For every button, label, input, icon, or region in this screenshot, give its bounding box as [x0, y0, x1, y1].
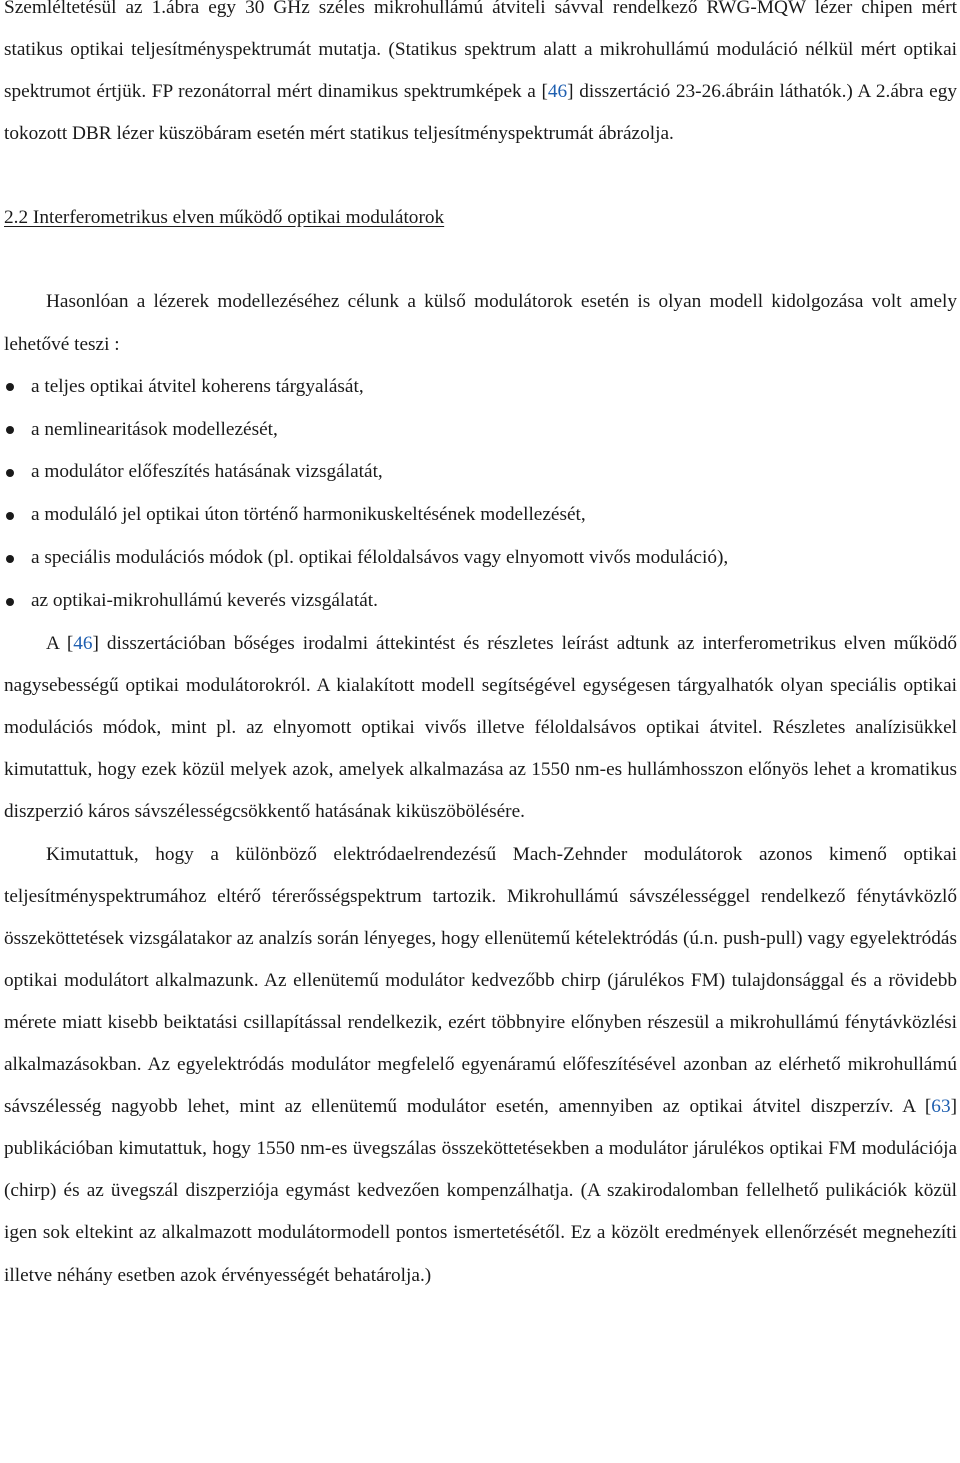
citation-link[interactable]: 63: [931, 1096, 951, 1118]
citation-link[interactable]: 46: [547, 81, 568, 103]
body-paragraph: [4, 834, 957, 1297]
paragraph-text-b: ] publikációban kimutattuk, hogy 1550 nm-es üvegszálas összeköttetésekben a modulátor járulékos optikai FM modulációja (chirp) és az üvegszál diszperziója egymást kedvezően kompenzálhatja. (A szakirodalomban fellelhető pulikációk közül igen sok eltekint az alkalmazott modulátormodell pontos ismertetésétől. Ez a közölt eredmények ellenőrzését megnehezíti illetve néhány esetben azok érvényességét behatárolja.): [4, 1096, 957, 1286]
list-item: [4, 451, 957, 494]
list-item-text: a teljes optikai átvitel koherens tárgyalását,: [31, 375, 364, 397]
lead-paragraph: Hasonlóan a lézerek modellezéséhez célunk a külső modulátorok esetén is olyan modell kidolgozása volt amely lehetővé teszi :: [4, 291, 957, 355]
list-item: [4, 494, 957, 537]
list-item: [4, 409, 957, 452]
section-heading: 2.2 Interferometrikus elven működő optikai modulátorok: [4, 207, 445, 229]
intro-text-a: Szemléltetésül az 1.ábra egy 30 GHz széles mikrohullámú átviteli sávval rendelkező RWG-MQW lézer chipen mért statikus optikai teljesítményspektrumát mutatja. (Statikus spektrum alatt a mikrohullámú moduláció nélkül mért optikai spektrumot értjük. FP rezonátorral mért dinamikus spektrumképek a [: [4, 0, 957, 103]
paragraph-text-a: A [: [46, 633, 74, 655]
spacer: [4, 155, 957, 197]
list-item: [4, 537, 957, 580]
spacer: [4, 239, 957, 281]
bullet-icon: [6, 555, 14, 563]
bullet-icon: [6, 426, 14, 434]
intro-paragraph: [4, 0, 957, 155]
paragraph-text-b: ] disszertációban bőséges irodalmi áttekintést és részletes leírást adtunk az interferometrikus elven működő nagysebességű optikai modulátorokról. A kialakított modell segítségével egységesen tárgyalhatók olyan speciális optikai modulációs módok, mint pl. az elnyomott optikai vivős illetve féloldalsávos optikai átvitel. Részletes analízisükkel kimutattuk, hogy ezek közül melyek azok, amelyek alkalmazása az 1550 nm-es hullámhosszon előnyös lehet a kromatikus diszperzió káros sávszélességcsökkentő hatásának kiküszöbölésére.: [4, 633, 957, 823]
bullet-icon: [6, 512, 14, 520]
bullet-icon: [6, 469, 14, 477]
paragraph-text-a: Kimutattuk, hogy a különböző elektródaelrendezésű Mach-Zehnder modulátorok azonos kimenő optikai teljesítményspektrumához eltérő térerősségspektrum tartozik. Mikrohullámú sávszélességgel rendelkező fénytávközlő összeköttetések vizsgálatakor az analzís során lényeges, hogy ellenütemű kételektródás (ú.n. push-pull) vagy egyelektródás optikai modulátort alkalmazunk. Az ellenütemű modulátor kedvezőbb chirp (járulékos FM) tulajdonsággal és a rövidebb mérete miatt kisebb beiktatási csillapítással rendelkezik, ezért többnyire előnyben részesül a mikrohullámú fénytávközlési alkalmazásokban. Az egyelektródás modulátor megfelelő egyenáramú előfeszítésével azonban az elérhető mikrohullámú sávszélesség nagyobb lehet, mint az ellenütemű modulátor esetén, amennyiben az optikai átvitel diszperzív. A [: [4, 843, 957, 1118]
bullet-icon: [6, 598, 14, 606]
list-item-text: az optikai-mikrohullámú keverés vizsgálatát.: [31, 590, 378, 612]
requirements-list: [4, 366, 957, 623]
citation-link[interactable]: 46: [73, 633, 93, 655]
list-item: [4, 580, 957, 623]
bullet-icon: [6, 383, 14, 391]
list-item-text: a speciális modulációs módok (pl. optikai féloldalsávos vagy elnyomott vivős moduláció),: [31, 547, 729, 569]
list-item-text: a moduláló jel optikai úton történő harmonikuskeltésének modellezését,: [31, 504, 586, 526]
document-page: [4, 0, 957, 1297]
intro-text-b: ] disszertáció 23-26.ábráin láthatók.) A 2.ábra egy tokozott DBR lézer küszöbáram esetén mért statikus teljesítményspektrumát ábrázolja.: [4, 81, 957, 145]
body-paragraph: [4, 623, 957, 833]
list-item-text: a nemlinearitások modellezését,: [31, 418, 278, 440]
list-item: [4, 366, 957, 409]
list-item-text: a modulátor előfeszítés hatásának vizsgálatát,: [31, 461, 383, 483]
